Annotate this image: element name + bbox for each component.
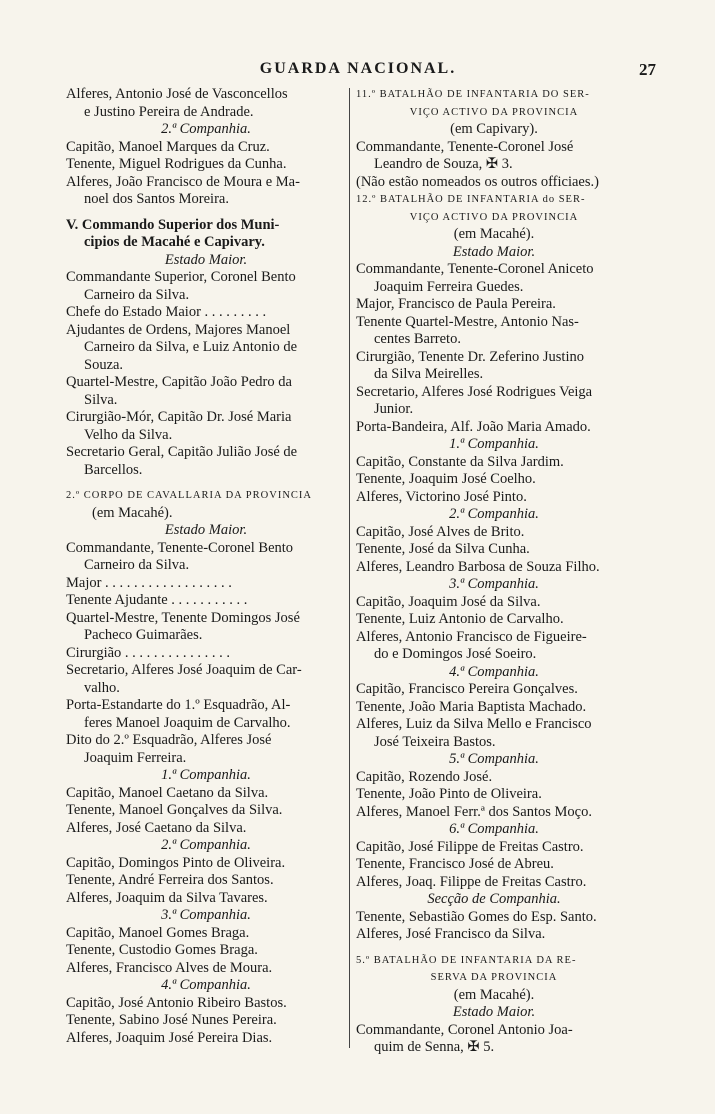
text-line: Secretario Geral, Capitão Julião José de [66, 444, 298, 460]
text-line: Capitão, Domingos Pinto de Oliveira. [66, 854, 286, 871]
text-line: Alferes, Luiz da Silva Mello e Francisco [356, 716, 592, 732]
text-line: Capitão, José Alves de Brito. [356, 523, 525, 540]
text-line: Carneiro da Silva. [84, 557, 190, 573]
text-line: Estado Maior. [164, 522, 248, 538]
text-line: Alferes, Francisco Alves de Moura. [66, 959, 273, 976]
text-line: Estado Maior. [452, 243, 536, 260]
text-line: Capitão, Joaquim José da Silva. [356, 593, 541, 610]
text-line: do e Domingos José Soeiro. [374, 646, 537, 662]
text-line: Cirurgião . . . . . . . . . . . . . . . [66, 644, 231, 661]
text-line: Secretario, Alferes José Joaquim de Car- [66, 662, 302, 678]
text-line: Commandante, Tenente-Coronel Aniceto [356, 261, 594, 277]
text-line: (Não estão nomeados os outros officiaes.) [356, 173, 599, 190]
text-line: Tenente, João Pinto de Oliveira. [356, 786, 542, 802]
text-line: Souza. [84, 356, 124, 373]
text-line: Commandante Superior, Coronel Bento [66, 269, 296, 285]
text-line: Quartel-Mestre, Capitão João Pedro da [66, 374, 292, 390]
text-line: 2.º CORPO DE CAVALLARIA DA PROVINCIA [66, 490, 312, 501]
text-line: Commandante, Coronel Antonio Joa- [356, 1021, 573, 1038]
text-line: Leandro de Souza, ✠ 3. [374, 156, 513, 172]
text-line: 6.ª Companhia. [449, 821, 539, 837]
text-line: VIÇO ACTIVO DA PROVINCIA [409, 211, 579, 223]
text-line: Dito do 2.º Esquadrão, Alferes José [66, 732, 272, 748]
text-line: 3.ª Companhia. [161, 907, 251, 923]
text-line: Commandante, Tenente-Coronel Bento [66, 539, 294, 556]
page-title: GUARDA NACIONAL. [259, 60, 457, 77]
text-line: Capitão, José Antonio Ribeiro Bastos. [66, 994, 287, 1011]
text-line: quim de Senna, ✠ 5. [374, 1039, 495, 1055]
text-line: Tenente, Sabino José Nunes Pereira. [66, 1012, 277, 1028]
left-column [66, 86, 346, 1047]
right-column [356, 86, 632, 1057]
text-line: Capitão, Constante da Silva Jardim. [356, 453, 564, 470]
text-line: Tenente, Miguel Rodrigues da Cunha. [66, 156, 287, 172]
text-line: (em Macahé). [92, 504, 173, 521]
text-line: Capitão, Manoel Marques da Cruz. [66, 138, 270, 155]
text-line: Major . . . . . . . . . . . . . . . . . . [66, 574, 232, 591]
text-line: SERVA DA PROVINCIA [430, 972, 558, 983]
text-line: Capitão, Manoel Gomes Braga. [66, 924, 250, 941]
text-line: 1.ª Companhia. [161, 767, 251, 783]
page-header [60, 60, 656, 86]
text-line: Tenente, José da Silva Cunha. [356, 541, 530, 557]
text-line: Tenente, Manoel Gonçalves da Silva. [66, 802, 283, 818]
text-line: Tenente, Luiz Antonio de Carvalho. [356, 611, 564, 627]
text-line: (em Macahé). [453, 226, 535, 242]
text-line: Porta-Bandeira, Alf. João Maria Amado. [356, 418, 591, 435]
column-divider [349, 88, 350, 1048]
text-line: Carneiro da Silva, e Luiz Antonio de [84, 339, 298, 355]
text-line: Tenente, André Ferreira dos Santos. [66, 872, 274, 888]
text-line: Alferes, Victorino José Pinto. [356, 488, 527, 505]
text-line: V. Commando Superior dos Muni- [66, 216, 280, 233]
text-line: Cirurgião-Mór, Capitão Dr. José Maria [66, 409, 292, 425]
text-line: Estado Maior. [164, 251, 248, 268]
text-line: Alferes, Leandro Barbosa de Souza Filho. [356, 558, 600, 575]
text-line: Alferes, José Francisco da Silva. [356, 926, 546, 942]
text-line: Capitão, Manoel Caetano da Silva. [66, 784, 269, 801]
text-line: Major, Francisco de Paula Pereira. [356, 296, 556, 312]
text-line: Secretario, Alferes José Rodrigues Veiga [356, 383, 593, 400]
text-line: centes Barreto. [374, 331, 461, 347]
text-line: cipios de Macahé e Capivary. [84, 234, 265, 250]
text-line: 2.ª Companhia. [161, 837, 251, 853]
text-line: Tenente, Joaquim José Coelho. [356, 471, 536, 487]
text-line: Ajudantes de Ordens, Majores Manoel [66, 321, 291, 338]
text-line: Tenente Quartel-Mestre, Antonio Nas- [356, 313, 579, 330]
text-line: 12.º BATALHÃO DE INFANTARIA do SER- [356, 194, 586, 205]
text-line: 5.ª Companhia. [449, 751, 539, 767]
text-line: Estado Maior. [452, 1004, 536, 1020]
text-line: Junior. [374, 401, 414, 417]
text-line: Tenente, João Maria Baptista Machado. [356, 698, 587, 715]
text-line: valho. [84, 679, 120, 696]
text-line: Tenente, Sebastião Gomes do Esp. Santo. [356, 908, 597, 925]
text-line: 3.ª Companhia. [449, 576, 539, 592]
text-line: Commandante, Tenente-Coronel José [356, 138, 574, 155]
text-line: Capitão, José Filippe de Freitas Castro. [356, 838, 584, 855]
text-line: Joaquim Ferreira. [84, 749, 187, 766]
text-line: Carneiro da Silva. [84, 286, 190, 303]
text-line: noel dos Santos Moreira. [84, 191, 229, 207]
text-line: e Justino Pereira de Andrade. [84, 103, 254, 120]
text-line: da Silva Meirelles. [374, 366, 484, 382]
text-line: Capitão, Rozendo José. [356, 768, 493, 785]
text-line: Tenente Ajudante . . . . . . . . . . . [66, 592, 248, 608]
text-line: Tenente, Custodio Gomes Braga. [66, 942, 258, 958]
page-number: 27 [639, 60, 656, 79]
text-line: Silva. [84, 391, 118, 408]
text-line: 5.º BATALHÃO DE INFANTARIA DA RE- [356, 954, 577, 966]
text-line: Alferes, Antonio José de Vasconcellos [66, 86, 288, 102]
text-line: 1.ª Companhia. [449, 436, 539, 452]
text-line: José Teixeira Bastos. [374, 733, 496, 750]
text-line: 2.ª Companhia. [449, 506, 539, 522]
text-line: Velho da Silva. [84, 426, 173, 443]
text-line: 11.º BATALHÃO DE INFANTARIA DO SER- [356, 89, 590, 100]
text-line: Alferes, Antonio Francisco de Figueire- [356, 628, 587, 645]
text-line: 4.ª Companhia. [161, 977, 251, 993]
text-line: feres Manoel Joaquim de Carvalho. [84, 714, 291, 731]
text-line: Alferes, José Caetano da Silva. [66, 819, 247, 836]
text-line: Cirurgião, Tenente Dr. Zeferino Justino [356, 348, 584, 365]
text-line: Alferes, João Francisco de Moura e Ma- [66, 173, 300, 190]
text-line: Alferes, Joaquim José Pereira Dias. [66, 1029, 273, 1046]
text-line: 2.ª Companhia. [161, 121, 251, 137]
text-line: VIÇO ACTIVO DA PROVINCIA [409, 106, 579, 118]
text-line: Alferes, Manoel Ferr.ª dos Santos Moço. [356, 803, 592, 820]
text-line: Barcellos. [84, 461, 143, 478]
text-line: 4.ª Companhia. [449, 663, 539, 680]
text-line: Alferes, Joaquim da Silva Tavares. [66, 889, 268, 906]
text-line: (em Capivary). [450, 121, 538, 137]
text-line: (em Macahé). [453, 986, 535, 1003]
text-line: Alferes, Joaq. Filippe de Freitas Castro. [356, 873, 587, 890]
text-line: Joaquim Ferreira Guedes. [374, 278, 524, 295]
text-line: Tenente, Francisco José de Abreu. [356, 856, 554, 872]
text-line: Quartel-Mestre, Tenente Domingos José [66, 609, 300, 626]
text-line: Chefe do Estado Maior . . . . . . . . . [66, 304, 267, 320]
text-line: Secção de Companhia. [427, 891, 561, 907]
text-line: Porta-Estandarte do 1.º Esquadrão, Al- [66, 697, 291, 713]
text-line: Pacheco Guimarães. [84, 627, 203, 643]
text-line: Capitão, Francisco Pereira Gonçalves. [356, 681, 578, 697]
